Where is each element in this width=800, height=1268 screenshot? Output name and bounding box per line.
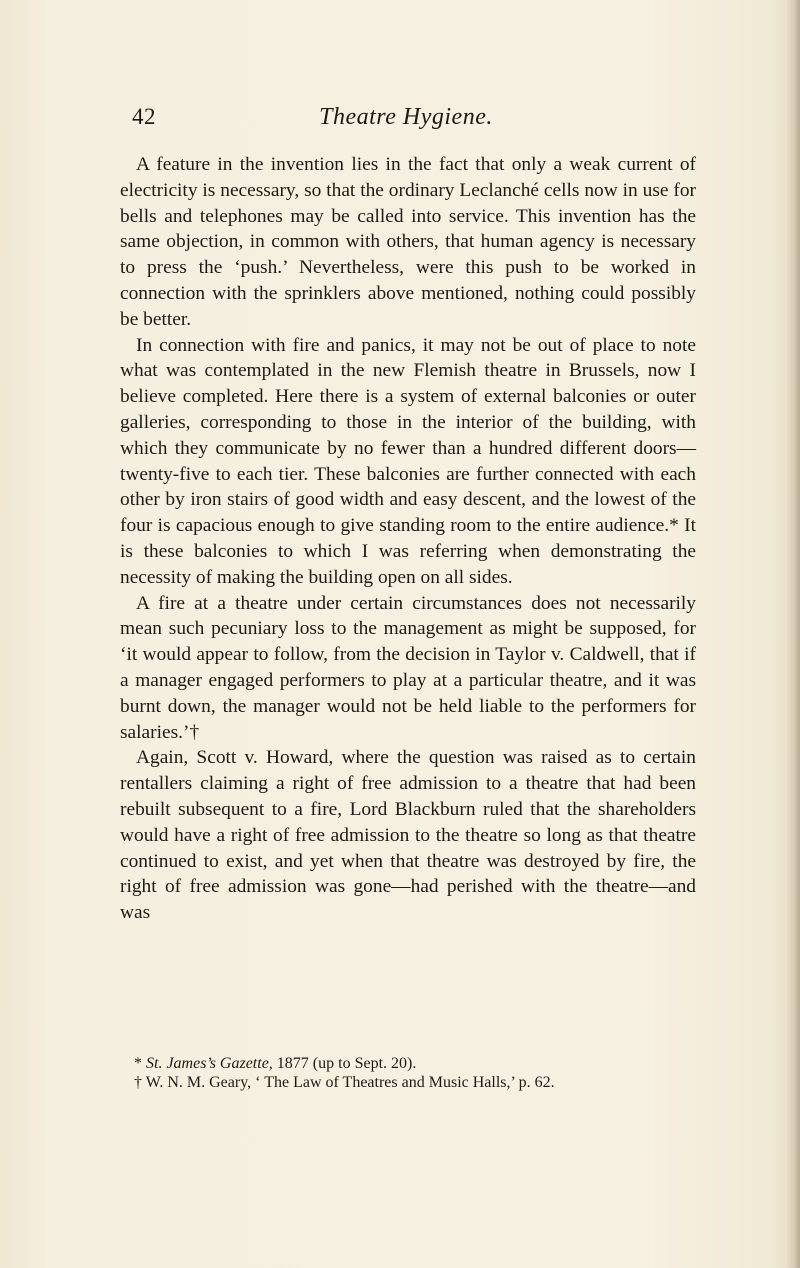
footnote-mark: †	[134, 1074, 142, 1091]
footnotes	[120, 1054, 696, 1092]
footnote-mark: *	[134, 1055, 142, 1072]
paragraph: A fire at a theatre under certain circumstances does not necessarily mean such pecuniary loss to the management as might be supposed, for ‘it would appear to follow, from the decision in Taylor v. Caldwell, that if a manager engaged performers to play at a particular theatre, and it was burnt down, the manager would not be held liable to the performers for salaries.’†	[120, 592, 696, 743]
footnote-source: St. James’s Gazette,	[146, 1055, 273, 1072]
paragraph: A feature in the invention lies in the fact that only a weak current of electricity is necessary, so that the ordinary Leclanché cells now in use for bells and telephones may be called into service. This invention has the same objection, in common with others, that human agency is necessary to press the ‘push.’ Nevertheless, were this push to be worked in connection with the sprinklers above mentioned, nothing could possibly be better.	[120, 154, 696, 330]
paragraph: Again, Scott v. Howard, where the question was raised as to certain rentallers claiming a right of free admission to a theatre that had been rebuilt subsequent to a fire, Lord Blackburn ruled that the shareholders would have a right of free admission to the theatre so long as that theatre continued to exist, and yet when that theatre was destroyed by fire, the right of free admission was gone—had perished with the theatre—and was	[120, 747, 696, 924]
page-header	[132, 104, 680, 136]
footnote-text: 1877 (up to Sept. 20).	[272, 1055, 417, 1072]
paragraph: In connection with fire and panics, it may not be out of place to note what was contemplated in the new Flemish theatre in Brussels, now I believe completed. Here there is a system of external balconies or outer galleries, corresponding to those in the interior of the building, with which they communicate by no fewer than a hundred different doors—twenty-five to each tier. These balconies are further connected with each other by iron stairs of good width and easy descent, and the lowest of the four is capacious enough to give standing room to the entire audience.* It is these balconies to which I was referring when demonstrating the necessity of making the building open on all sides.	[120, 334, 696, 588]
running-title: Theatre Hygiene.	[319, 104, 493, 130]
footnote-text: W. N. M. Geary, ‘ The Law of Theatres and Music Halls,’ p. 62.	[142, 1074, 555, 1091]
page-number: 42	[132, 104, 156, 129]
footnote	[120, 1054, 696, 1073]
page-edge-shadow	[786, 0, 800, 1268]
body-text	[120, 152, 696, 926]
footnote	[120, 1073, 696, 1092]
